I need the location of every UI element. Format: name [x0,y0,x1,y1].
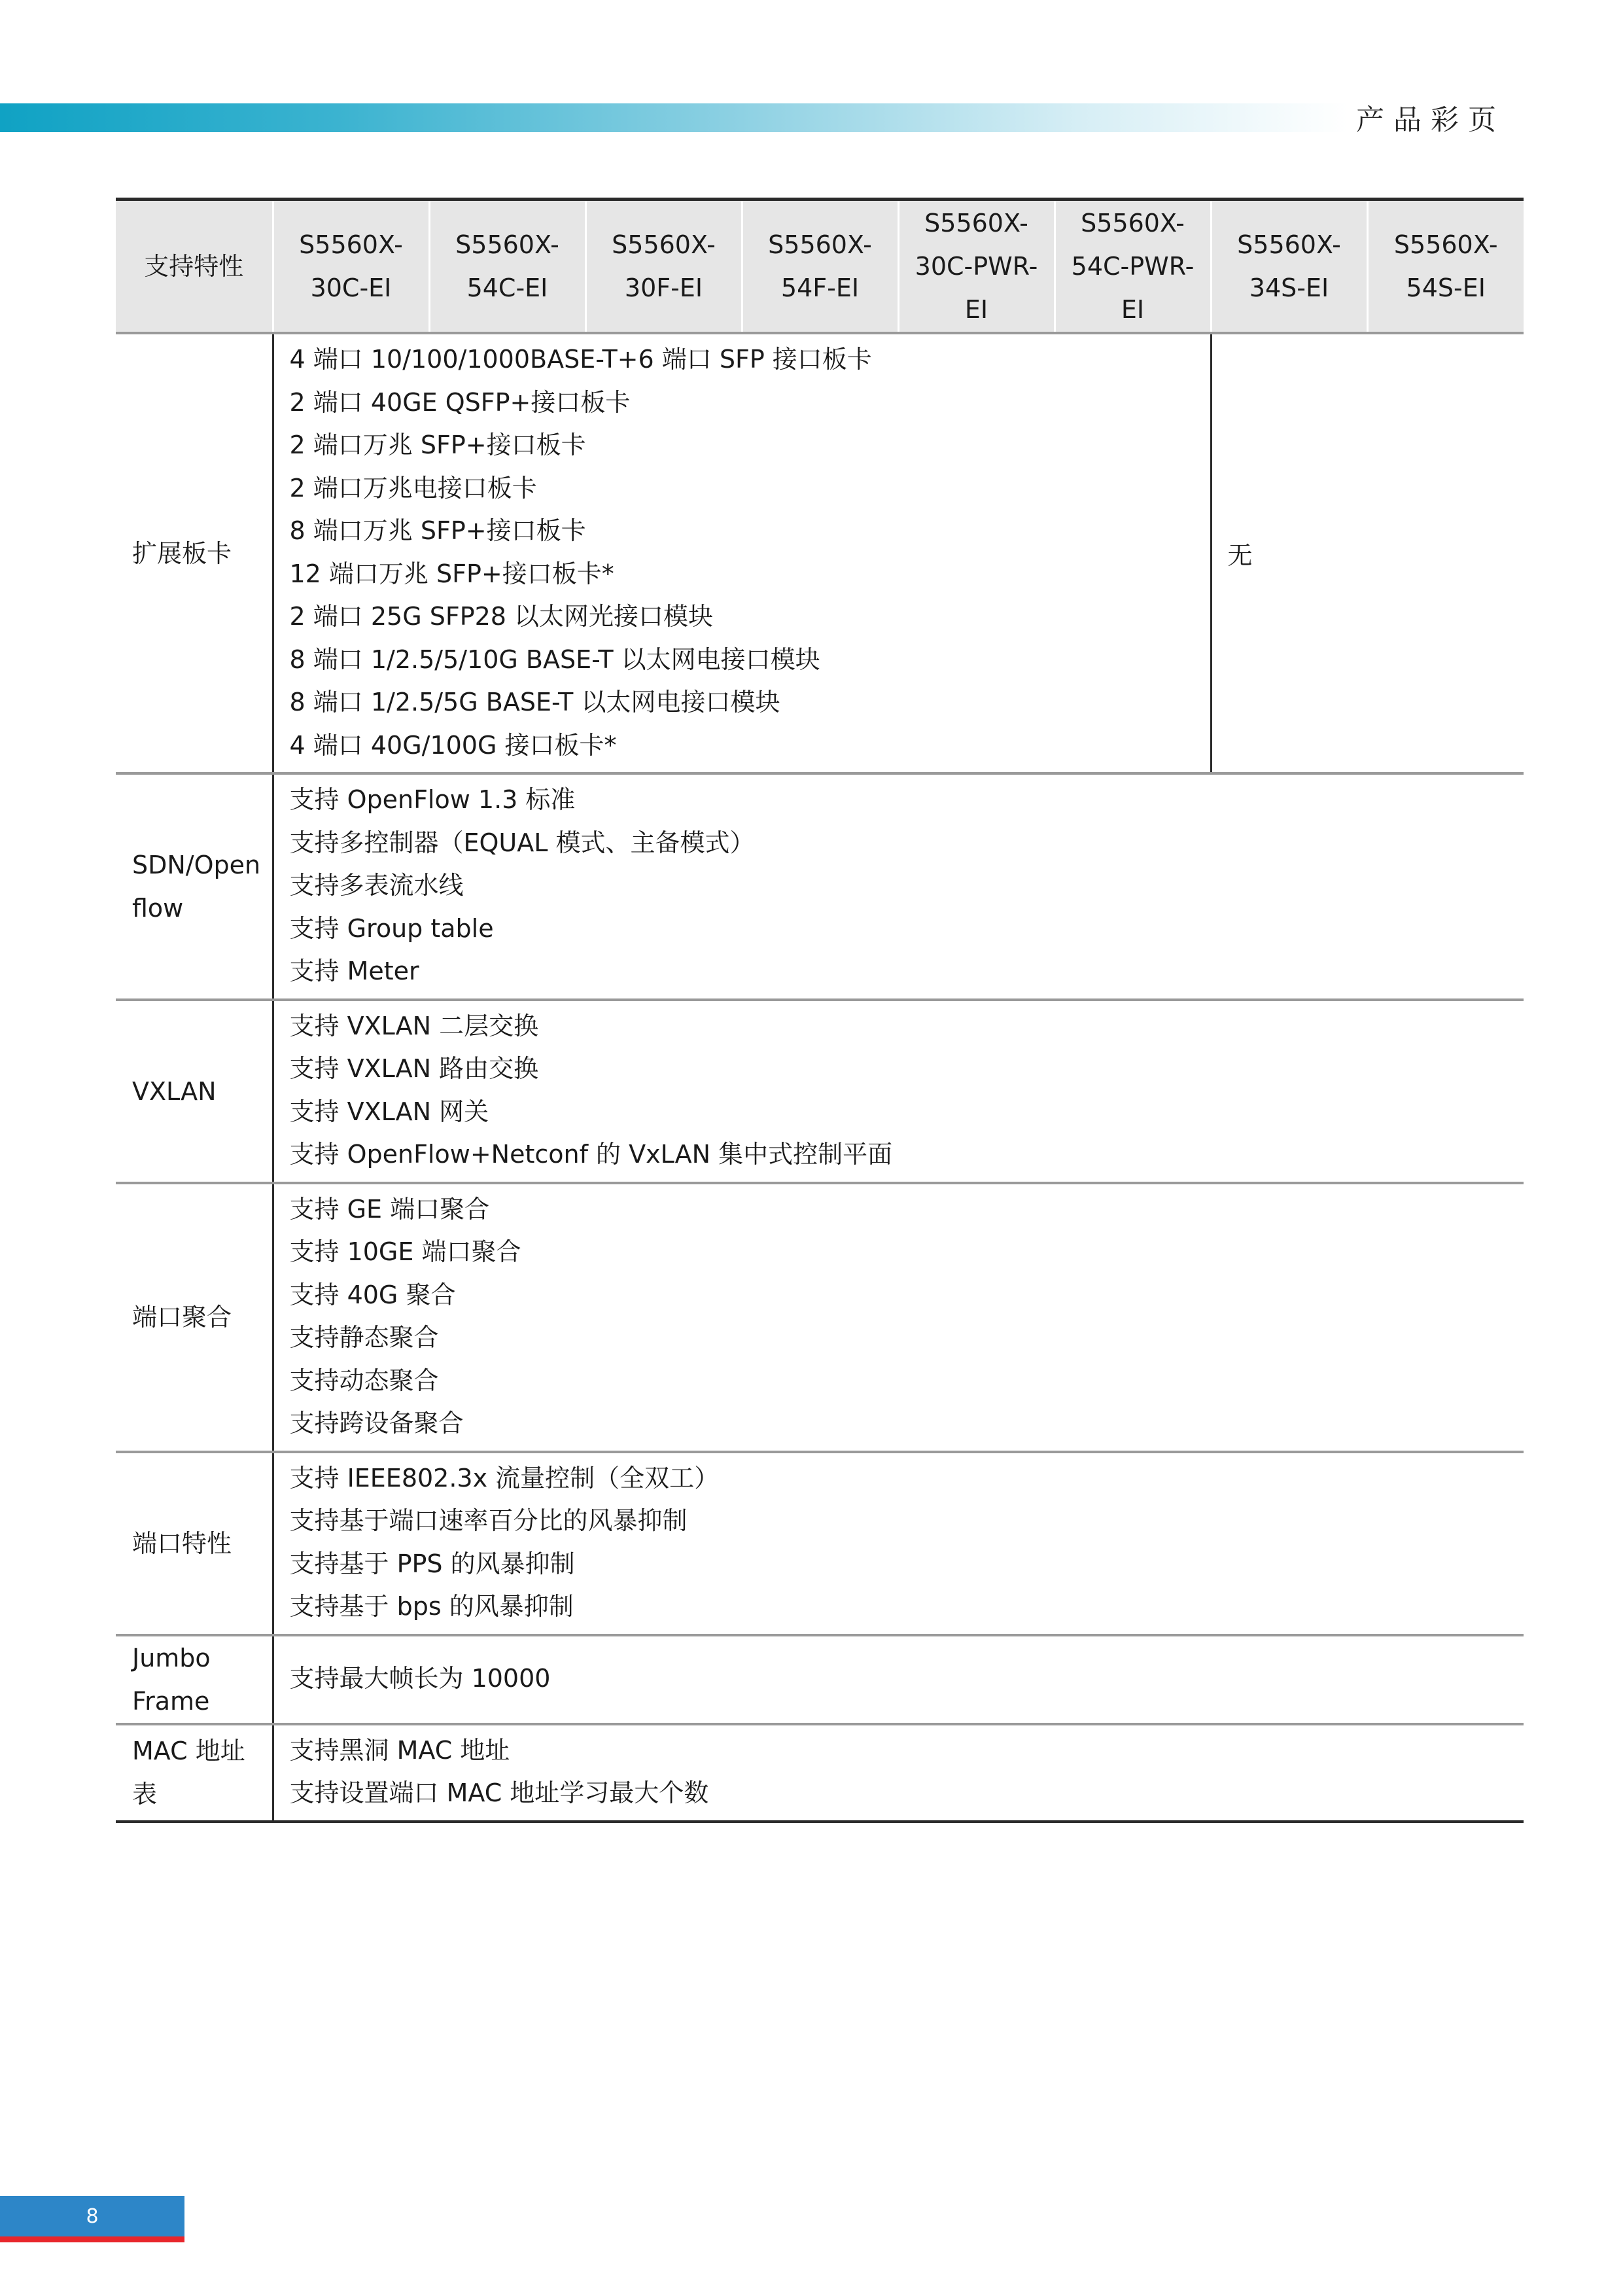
detail-line: 支持基于 bps 的风暴抑制 [289,1592,574,1621]
feature-detail [273,1724,1524,1822]
header-model: S5560X- 54C-EI [429,200,585,334]
feature-cell: 扩展板卡 [116,333,273,773]
detail-line: 2 端口万兆电接口板卡 [289,473,537,503]
detail-line: 2 端口万兆 SFP+接口板卡 [289,431,586,459]
detail-line: 12 端口万兆 SFP+接口板卡* [289,559,614,588]
feature-cell: MAC 地址表 [116,1724,273,1822]
detail-line: 支持黑洞 MAC 地址 [289,1735,510,1765]
detail-line: 支持 VXLAN 路由交换 [289,1054,539,1083]
detail-line: 8 端口 1/2.5/5/10G BASE-T 以太网电接口模块 [289,645,820,674]
header-model: S5560X- 30F-EI [585,200,742,334]
detail-line: 支持 40G 聚合 [289,1280,456,1309]
detail-line: 4 端口 40G/100G 接口板卡* [289,730,617,760]
feature-detail [273,1635,1524,1724]
section-title: 产品彩页 [1356,104,1505,137]
table-row [116,1635,1524,1724]
detail-line: 支持 Meter [289,957,419,985]
feature-detail [273,1000,1524,1183]
header-model: S5560X- 30C-EI [273,200,429,334]
header-model: S5560X- 54C-PWR- EI [1055,200,1211,334]
detail-line: 支持 Group table [289,913,494,943]
table-row [116,1452,1524,1635]
detail-line: 2 端口 25G SFP28 以太网光接口模块 [289,602,714,631]
detail-line: 支持动态聚合 [289,1366,439,1395]
feature-detail [273,1183,1524,1452]
detail-line: 支持基于端口速率百分比的风暴抑制 [289,1506,688,1535]
feature-cell: VXLAN [116,1000,273,1183]
detail-line: 支持 GE 端口聚合 [289,1194,490,1224]
detail-line: 支持静态聚合 [289,1323,439,1352]
detail-line: 支持最大帧长为 10000 [289,1663,551,1693]
detail-line: 8 端口万兆 SFP+接口板卡 [289,516,586,545]
detail-line: 支持 OpenFlow+Netconf 的 VxLAN 集中式控制平面 [289,1140,893,1169]
feature-detail [273,773,1524,1000]
header-model: S5560X- 54S-EI [1367,200,1524,334]
header-model: S5560X- 54F-EI [742,200,898,334]
header-model: S5560X- 34S-EI [1211,200,1367,334]
detail-line: 支持多表流水线 [289,871,464,900]
feature-cell: Jumbo Frame [116,1635,273,1724]
feature-detail [273,333,1211,773]
header-gradient-band [0,103,1348,132]
footer-red-stripe [0,2236,184,2242]
detail-line: 支持 10GE 端口聚合 [289,1237,521,1266]
table-row [116,1724,1524,1822]
table-header-row [116,200,1524,334]
feature-cell: SDN/Openflow [116,773,273,1000]
table-row [116,333,1524,773]
table-row [116,773,1524,1000]
feature-detail [273,1452,1524,1635]
none-cell: 无 [1211,333,1524,773]
detail-line: 支持 VXLAN 网关 [289,1097,489,1126]
feature-cell: 端口特性 [116,1452,273,1635]
page-number: 8 [0,2196,184,2236]
feature-cell: 端口聚合 [116,1183,273,1452]
detail-line: 8 端口 1/2.5/5G BASE-T 以太网电接口模块 [289,688,780,716]
table-row [116,1183,1524,1452]
spec-table [116,198,1524,1823]
detail-line: 支持基于 PPS 的风暴抑制 [289,1549,575,1578]
header-model: S5560X- 30C-PWR- EI [898,200,1055,334]
detail-line: 支持跨设备聚合 [289,1409,464,1438]
detail-line: 4 端口 10/100/1000BASE-T+6 端口 SFP 接口板卡 [289,345,872,374]
detail-line: 支持 OpenFlow 1.3 标准 [289,785,576,814]
detail-line: 2 端口 40GE QSFP+接口板卡 [289,387,631,417]
detail-line: 支持 IEEE802.3x 流量控制（全双工） [289,1463,720,1492]
detail-line: 支持多控制器（EQUAL 模式、主备模式） [289,828,755,857]
header-feature: 支持特性 [116,200,273,334]
detail-line: 支持设置端口 MAC 地址学习最大个数 [289,1778,709,1807]
table-row [116,1000,1524,1183]
detail-line: 支持 VXLAN 二层交换 [289,1011,539,1040]
